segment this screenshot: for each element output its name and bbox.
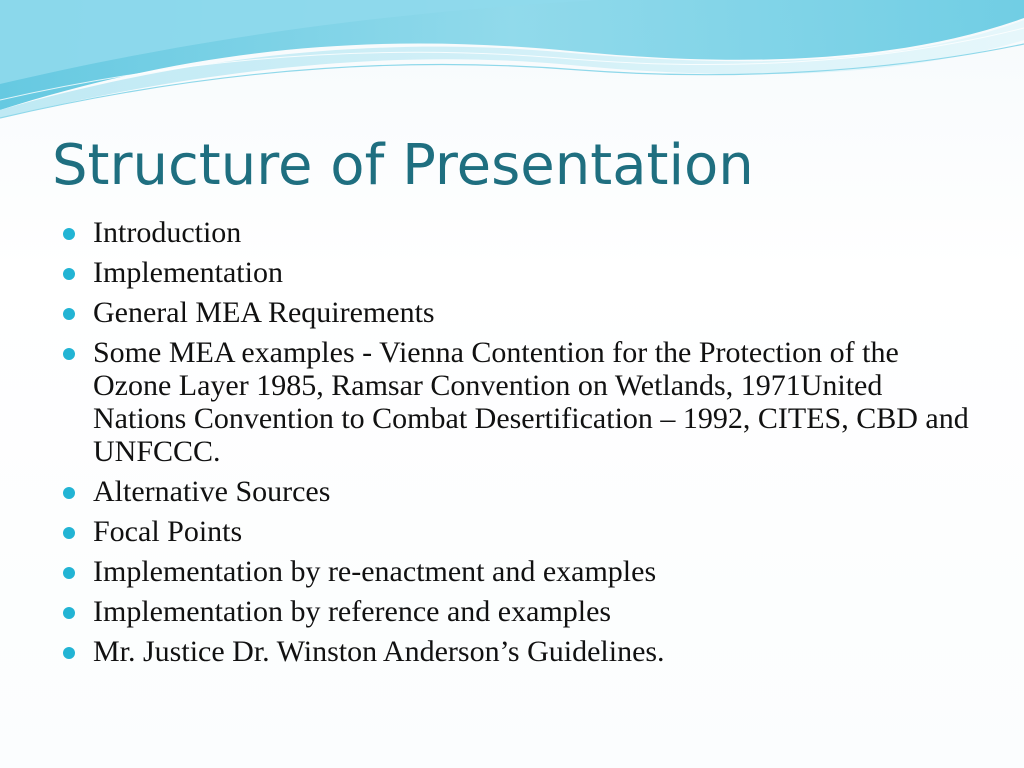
- bullet-item: [60, 555, 980, 588]
- bullet-item: [60, 515, 980, 548]
- slide-title: Structure of Presentation: [52, 133, 754, 198]
- bullet-text: Introduction: [93, 216, 242, 249]
- bullet-dot-icon: [63, 487, 75, 499]
- bullet-dot-icon: [63, 527, 75, 539]
- bullet-dot-icon: [63, 567, 75, 579]
- bullet-text: Implementation: [93, 256, 283, 289]
- bullet-item: [60, 595, 980, 628]
- bullet-text: Implementation by reference and examples: [93, 595, 612, 628]
- bullet-list: [60, 216, 980, 675]
- bullet-text: General MEA Requirements: [93, 296, 435, 329]
- bullet-dot-icon: [63, 348, 75, 360]
- bullet-dot-icon: [63, 228, 75, 240]
- bullet-text: Focal Points: [93, 515, 243, 548]
- bullet-item: [60, 475, 980, 508]
- bullet-item: [60, 336, 980, 468]
- bullet-item: [60, 635, 980, 668]
- bullet-text: Mr. Justice Dr. Winston Anderson’s Guidelines.: [93, 635, 665, 668]
- bullet-dot-icon: [63, 308, 75, 320]
- bullet-text: Some MEA examples - Vienna Contention for the Protection of the Ozone Layer 1985, Ramsar Convention on Wetlands, 1971United Nations Convention to Combat Desertification – 1992, CITES, CBD and UNFCCC.: [93, 336, 969, 468]
- bullet-dot-icon: [63, 268, 75, 280]
- bullet-item: [60, 216, 980, 249]
- bullet-dot-icon: [63, 607, 75, 619]
- bullet-item: [60, 296, 980, 329]
- bullet-dot-icon: [63, 647, 75, 659]
- wave-decoration: [0, 0, 1024, 140]
- bullet-text: Alternative Sources: [93, 475, 331, 508]
- bullet-item: [60, 256, 980, 289]
- bullet-text: Implementation by re-enactment and examples: [93, 555, 657, 588]
